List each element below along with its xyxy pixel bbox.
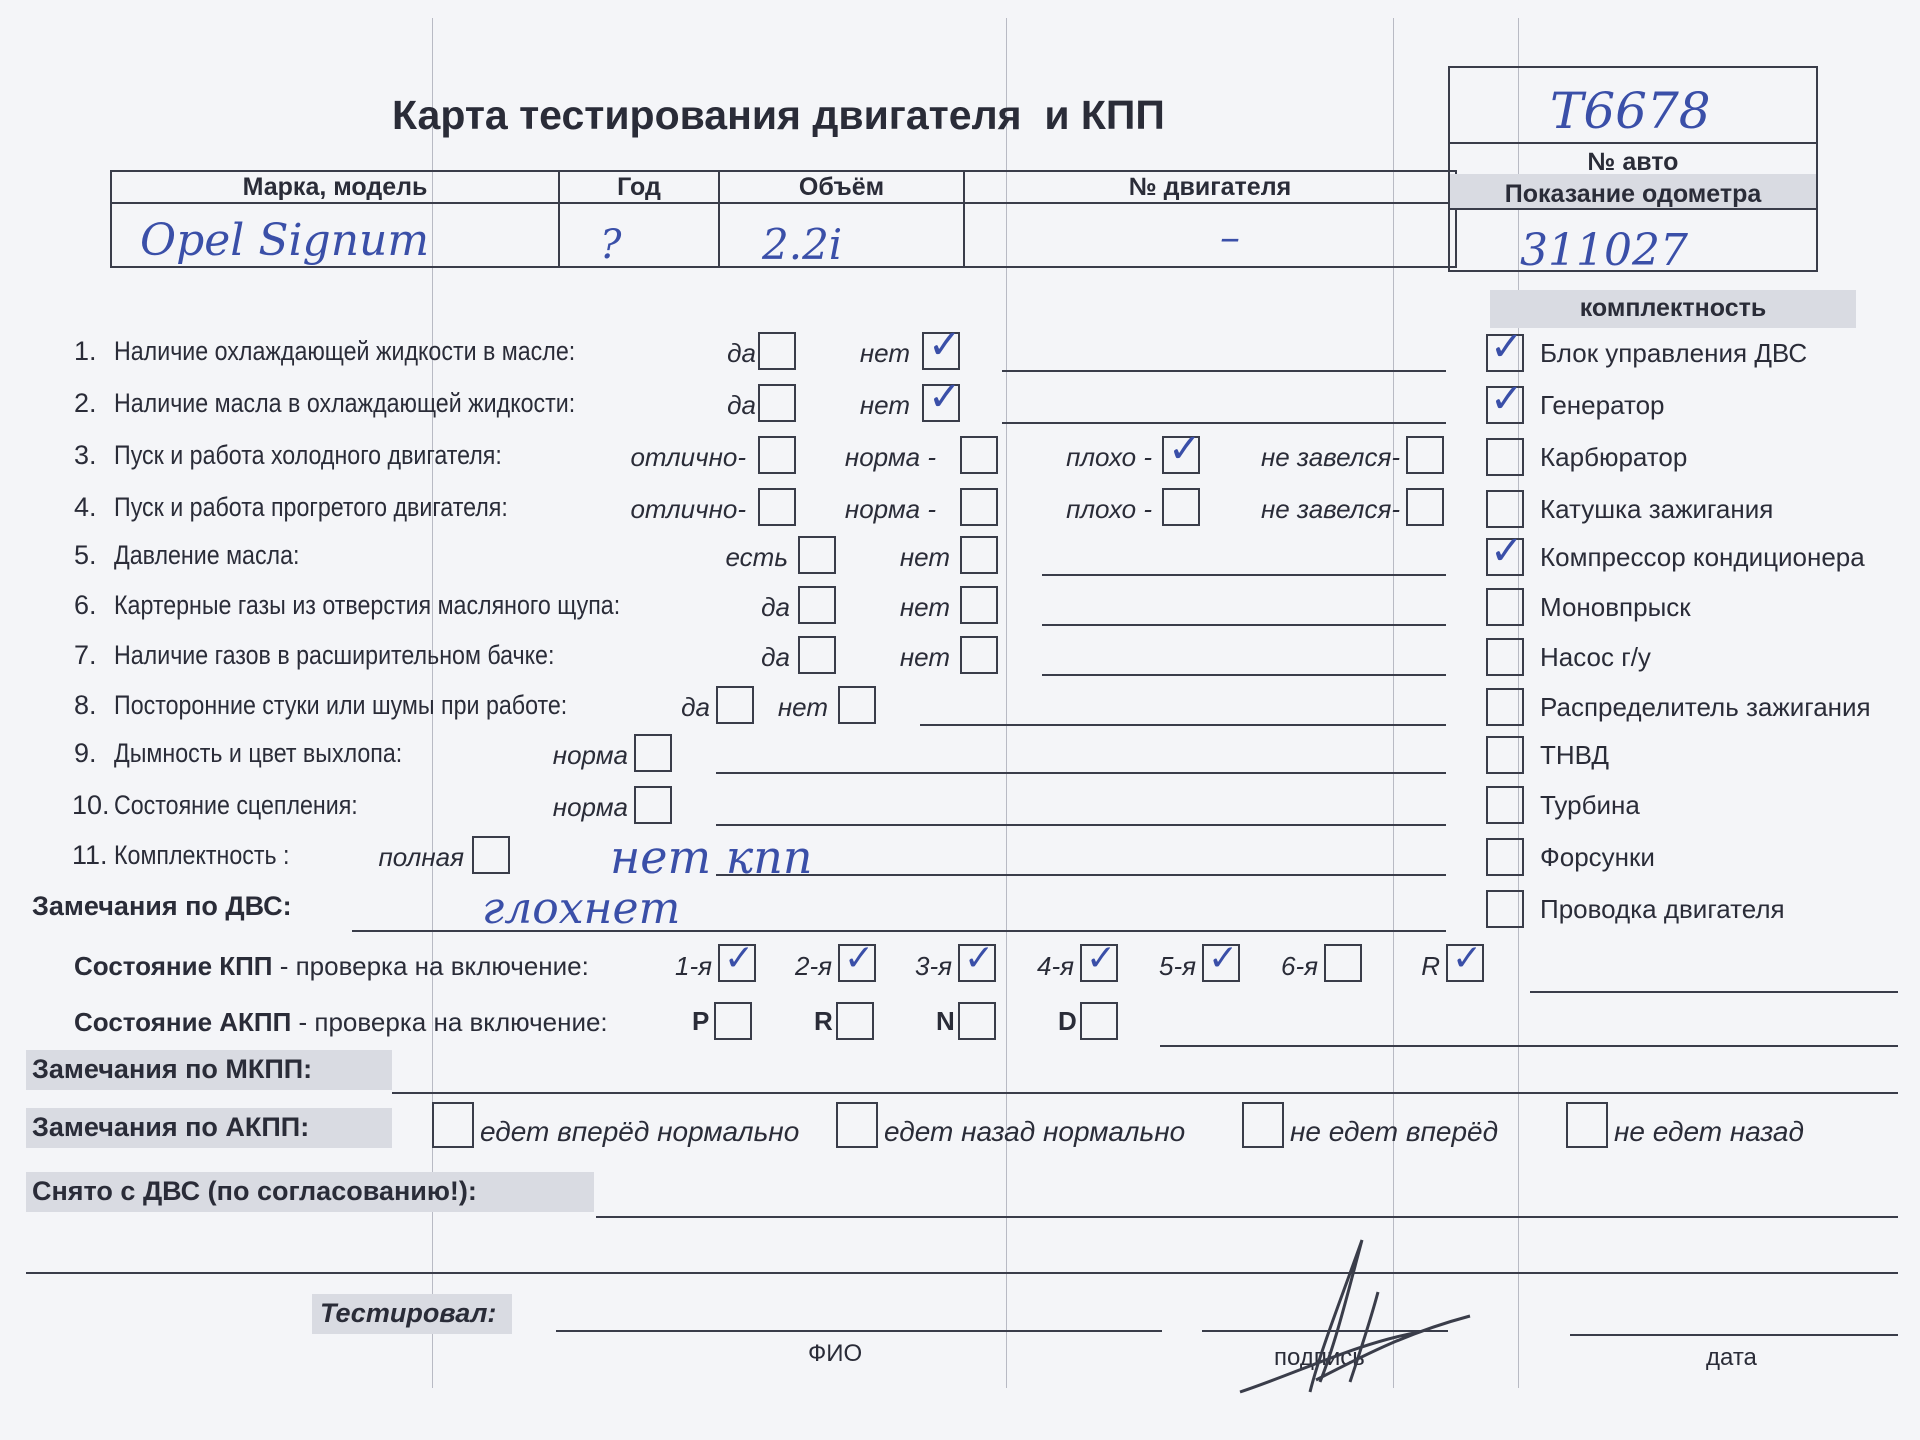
option-label: плохо - (1066, 442, 1152, 472)
option-checkbox[interactable] (960, 436, 998, 474)
tested-label: Тестировал: (320, 1298, 497, 1328)
option-label: да (761, 642, 790, 672)
handwritten-auto-no: Т6678 (1550, 82, 1711, 140)
option-label: норма (552, 740, 628, 770)
question-answer-line[interactable] (1042, 574, 1446, 576)
question-answer-line[interactable] (1042, 674, 1446, 676)
option-label: нет (859, 338, 910, 368)
option-label: да (727, 390, 756, 420)
question-answer-line[interactable] (716, 824, 1446, 826)
completeness-checkbox[interactable] (1486, 490, 1524, 528)
akpp-mode-label: N (936, 1006, 955, 1036)
completeness-checkbox[interactable] (1486, 736, 1524, 774)
completeness-item-label: Насос г/у (1540, 642, 1651, 672)
option-checkbox[interactable] (798, 586, 836, 624)
option-checkbox[interactable] (758, 436, 796, 474)
completeness-item-label: Карбюратор (1540, 442, 1688, 472)
option-checkbox[interactable] (1406, 488, 1444, 526)
question-text: Наличие масла в охлаждающей жидкости: (114, 388, 576, 418)
option-label: не завелся- (1260, 494, 1400, 524)
completeness-checkbox[interactable] (1486, 838, 1524, 876)
akpp-remark-checkbox[interactable] (432, 1102, 474, 1148)
option-checkbox[interactable] (472, 836, 510, 874)
completeness-item-label: Катушка зажигания (1540, 494, 1774, 524)
question-text: Посторонние стуки или шумы при работе: (114, 690, 568, 720)
completeness-checkbox[interactable] (1486, 890, 1524, 928)
completeness-item-label: Форсунки (1540, 842, 1655, 872)
value-year[interactable] (559, 203, 719, 267)
question-text: Пуск и работа холодного двигателя: (114, 440, 502, 470)
mkpp-remarks-label: Замечания по МКПП: (32, 1054, 313, 1084)
check-mark-icon: ✓ (1086, 938, 1117, 979)
question-answer-line[interactable] (716, 874, 1446, 876)
akpp-label: Состояние АКПП - проверка на включение: (74, 1007, 608, 1037)
akpp-remark-label: не едет назад (1614, 1116, 1804, 1147)
gear-label: 2-я (794, 951, 832, 981)
handwritten-odometer: 311027 (1520, 225, 1688, 276)
question-number: 8. (74, 690, 97, 720)
gear-label: 5-я (1158, 951, 1196, 981)
col-brand-model: Марка, модель (111, 171, 559, 203)
option-label: нет (899, 642, 950, 672)
handwritten-dvs-note: глохнет (482, 883, 681, 934)
question-number: 5. (74, 540, 97, 570)
check-mark-icon: ✓ (928, 322, 962, 368)
question-number: 7. (74, 640, 97, 670)
gear-label: 6-я (1280, 951, 1318, 981)
date-line[interactable] (1570, 1334, 1898, 1336)
option-checkbox[interactable] (1162, 488, 1200, 526)
option-checkbox[interactable] (716, 686, 754, 724)
option-checkbox[interactable] (798, 536, 836, 574)
option-checkbox[interactable] (634, 734, 672, 772)
option-label: да (761, 592, 790, 622)
option-checkbox[interactable] (758, 488, 796, 526)
signature-caption: подпись (1274, 1344, 1365, 1371)
akpp-mode-checkbox[interactable] (836, 1002, 874, 1040)
option-checkbox[interactable] (758, 384, 796, 422)
akpp-mode-checkbox[interactable] (714, 1002, 752, 1040)
option-checkbox[interactable] (1406, 436, 1444, 474)
check-mark-icon: ✓ (1490, 528, 1524, 574)
kpp-label: Состояние КПП - проверка на включение: (74, 951, 589, 981)
odometer-label: Показание одометра (1504, 180, 1762, 208)
option-label: норма - (844, 442, 936, 472)
option-label: нет (899, 542, 950, 572)
question-number: 2. (74, 388, 97, 418)
completeness-checkbox[interactable] (1486, 588, 1524, 626)
fio-line[interactable] (556, 1330, 1162, 1332)
question-answer-line[interactable] (920, 724, 1446, 726)
question-number: 11. (72, 840, 108, 870)
col-year: Год (559, 171, 719, 203)
col-engine-no: № двигателя (964, 171, 1456, 203)
akpp-remark-checkbox[interactable] (1566, 1102, 1608, 1148)
check-mark-icon: ✓ (844, 938, 875, 979)
akpp-remarks-line[interactable] (1160, 1045, 1898, 1047)
gear-checkbox[interactable] (1324, 944, 1362, 982)
question-text: Состояние сцепления: (114, 790, 358, 820)
option-label: нет (859, 390, 910, 420)
question-text: Наличие охлаждающей жидкости в масле: (114, 336, 576, 366)
col-volume: Объём (719, 171, 964, 203)
question-number: 9. (74, 738, 97, 768)
option-label: плохо - (1066, 494, 1152, 524)
question-number: 3. (74, 440, 97, 470)
question-text: Дымность и цвет выхлопа: (114, 738, 403, 768)
option-checkbox[interactable] (960, 586, 998, 624)
check-mark-icon: ✓ (1208, 938, 1239, 979)
akpp-mode-checkbox[interactable] (1080, 1002, 1118, 1040)
completeness-item-label: Блок управления ДВС (1540, 338, 1808, 368)
auto-no-label: № авто (1587, 148, 1679, 176)
fio-caption: ФИО (808, 1340, 863, 1367)
option-label: нет (899, 592, 950, 622)
question-number: 10. (72, 790, 110, 820)
question-answer-line[interactable] (1002, 422, 1446, 424)
akpp-mode-label: D (1058, 1006, 1077, 1036)
completeness-item-label: ТНВД (1540, 740, 1610, 770)
akpp-mode-label: R (814, 1006, 833, 1036)
option-label: отлично- (630, 494, 746, 524)
completeness-checkbox[interactable] (1486, 638, 1524, 676)
question-text: Давление масла: (114, 540, 300, 570)
gear-label: R (1421, 951, 1440, 981)
value-engine-no[interactable] (964, 203, 1456, 267)
removed-line-2[interactable] (26, 1272, 1898, 1274)
option-checkbox[interactable] (838, 686, 876, 724)
question-answer-line[interactable] (1002, 370, 1446, 372)
dvs-remarks-label: Замечания по ДВС: (32, 891, 292, 921)
option-label: норма (552, 792, 628, 822)
option-checkbox[interactable] (758, 332, 796, 370)
option-checkbox[interactable] (634, 786, 672, 824)
akpp-remark-label: едет назад нормально (884, 1116, 1186, 1147)
question-answer-line[interactable] (716, 772, 1446, 774)
question-number: 1. (74, 336, 97, 366)
check-mark-icon: ✓ (1168, 426, 1202, 472)
removed-line[interactable] (596, 1216, 1898, 1218)
completeness-item-label: Турбина (1540, 790, 1640, 820)
handwritten-engine-no: – (1220, 215, 1240, 261)
completeness-checkbox[interactable] (1486, 438, 1524, 476)
akpp-remark-checkbox[interactable] (836, 1102, 878, 1148)
handwritten-volume: 2.2i (762, 220, 843, 269)
question-text: Картерные газы из отверстия масляного щупа: (114, 590, 621, 620)
option-label: нет (777, 692, 828, 722)
completeness-item-label: Моновпрыск (1540, 592, 1691, 622)
check-mark-icon: ✓ (928, 374, 962, 420)
mkpp-remarks-line[interactable] (392, 1092, 1898, 1094)
completeness-item-label: Распределитель зажигания (1540, 692, 1871, 722)
akpp-remark-label: не едет вперёд (1290, 1116, 1499, 1147)
option-checkbox[interactable] (960, 636, 998, 674)
completeness-item-label: Генератор (1540, 390, 1665, 420)
kpp-remarks-line[interactable] (1530, 991, 1898, 993)
handwritten-q11-note: нет кпп (610, 830, 813, 884)
option-label: отлично- (630, 442, 746, 472)
option-checkbox[interactable] (960, 536, 998, 574)
option-label: полная (378, 842, 464, 872)
option-label: да (681, 692, 710, 722)
option-label: норма - (844, 494, 936, 524)
handwritten-signature (1220, 1232, 1480, 1402)
option-label: не завелся- (1260, 442, 1400, 472)
completeness-item-label: Компрессор кондиционера (1540, 542, 1865, 572)
page-title: Карта тестирования двигателя и КПП (392, 92, 1165, 138)
akpp-mode-checkbox[interactable] (958, 1002, 996, 1040)
handwritten-brand: Opel Signum (140, 215, 430, 266)
option-label: да (727, 338, 756, 368)
gear-label: 3-я (914, 951, 952, 981)
check-mark-icon: ✓ (1490, 376, 1524, 422)
handwritten-year: ? (600, 222, 622, 268)
akpp-remark-label: едет вперёд нормально (480, 1116, 800, 1147)
check-mark-icon: ✓ (724, 938, 755, 979)
completeness-item-label: Проводка двигателя (1540, 894, 1785, 924)
completeness-checkbox[interactable] (1486, 786, 1524, 824)
question-text: Пуск и работа прогретого двигателя: (114, 492, 508, 522)
check-mark-icon: ✓ (964, 938, 995, 979)
check-mark-icon: ✓ (1452, 938, 1483, 979)
completeness-checkbox[interactable] (1486, 688, 1524, 726)
akpp-mode-label: P (692, 1006, 710, 1036)
question-text: Комплектность : (114, 840, 290, 870)
akpp-remarks-label: Замечания по АКПП: (32, 1112, 310, 1142)
option-checkbox[interactable] (960, 488, 998, 526)
date-caption: дата (1706, 1344, 1757, 1371)
question-text: Наличие газов в расширительном бачке: (114, 640, 555, 670)
check-mark-icon: ✓ (1490, 324, 1524, 370)
option-checkbox[interactable] (798, 636, 836, 674)
question-answer-line[interactable] (1042, 624, 1446, 626)
question-number: 6. (74, 590, 97, 620)
gear-label: 1-я (674, 951, 712, 981)
gear-label: 4-я (1036, 951, 1074, 981)
akpp-remark-checkbox[interactable] (1242, 1102, 1284, 1148)
question-number: 4. (74, 492, 97, 522)
completeness-label: комплектность (1579, 294, 1767, 322)
option-label: есть (725, 542, 788, 572)
removed-label: Снято с ДВС (по согласованию!): (32, 1176, 477, 1206)
